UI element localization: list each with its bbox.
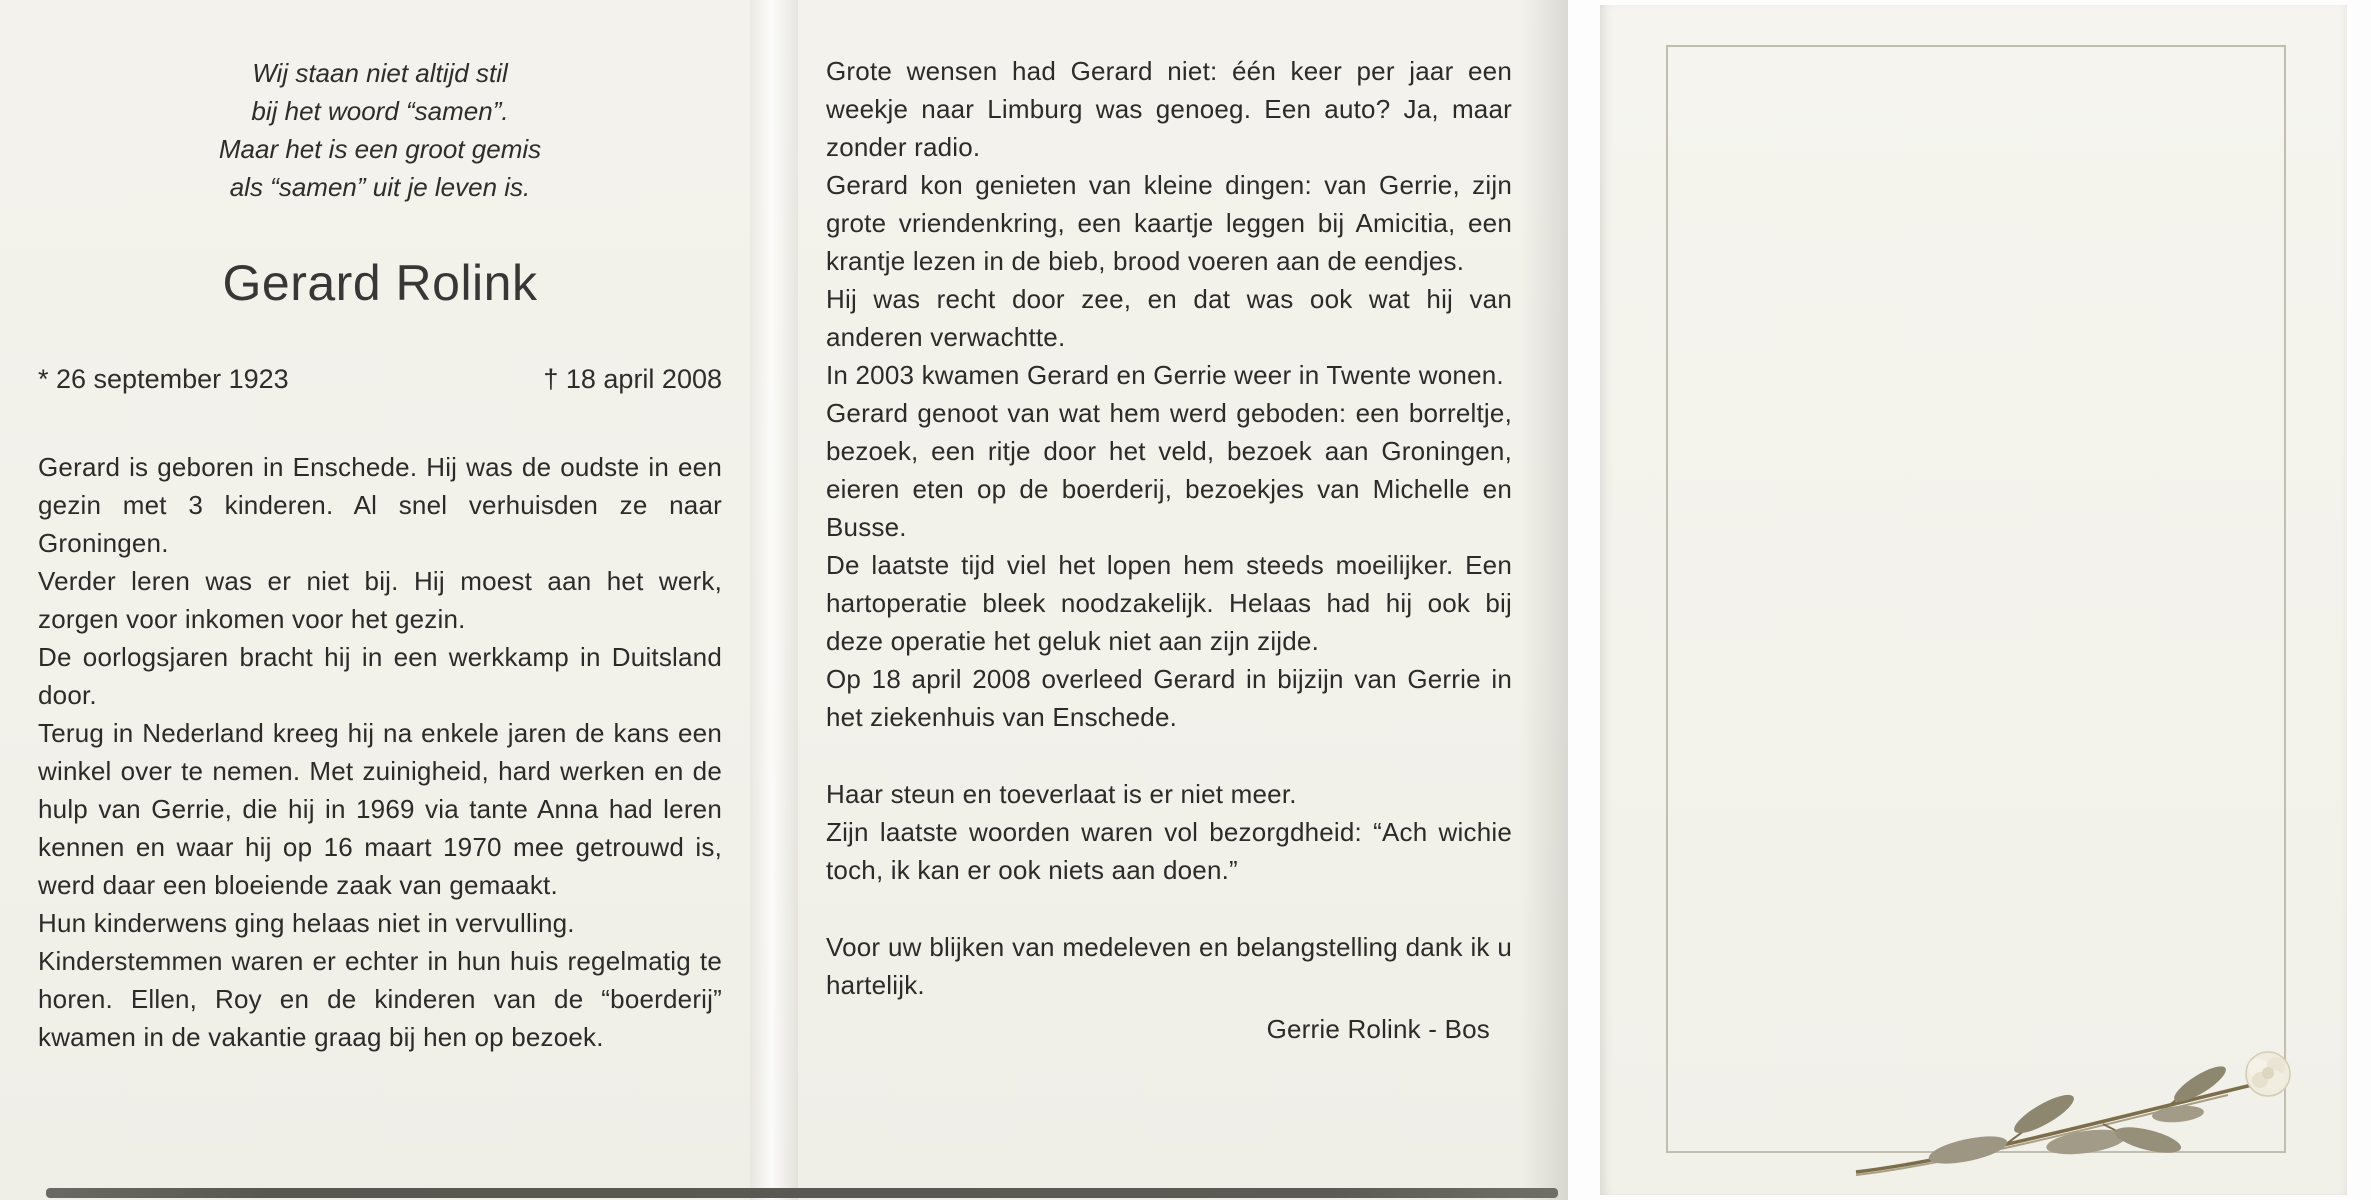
biography-left-column <box>38 448 722 1056</box>
poem-line: bij het woord “samen”. <box>251 96 509 126</box>
dried-rose-flower-icon <box>1848 1022 2318 1187</box>
paragraph: Grote wensen had Gerard niet: één keer per jaar een weekje naar Limburg was genoeg. Een auto? Ja, maar zonder radio. <box>826 56 1512 162</box>
life-dates <box>38 364 722 395</box>
fold-crease <box>750 0 798 1200</box>
opening-poem <box>38 54 722 206</box>
acknowledgement: Voor uw blijken van medeleven en belangstelling dank ik u hartelijk. <box>826 932 1512 1000</box>
poem-line: Wij staan niet altijd stil <box>252 58 508 88</box>
card-back-page <box>1600 5 2347 1195</box>
farewell-line: Haar steun en toeverlaat is er niet meer. <box>826 779 1297 809</box>
paragraph: Terug in Nederland kreeg hij na enkele jaren de kans een winkel over te nemen. Met zuinigheid, hard werken en de hulp van Gerrie, die hij in 1969 via tante Anna had leren kennen en waar hij op 16 maart 1970 mee getrouwd is, werd daar een bloeiende zaak van gemaakt. <box>38 718 722 900</box>
paragraph: In 2003 kwamen Gerard en Gerrie weer in Twente wonen. <box>826 360 1504 390</box>
paragraph: Verder leren was er niet bij. Hij moest aan het werk, zorgen voor inkomen voor het gezin. <box>38 566 722 634</box>
biography-right-column <box>826 52 1512 1048</box>
paragraph: Gerard is geboren in Enschede. Hij was de oudste in een gezin met 3 kinderen. Al snel verhuisden ze naar Groningen. <box>38 452 722 558</box>
deceased-name: Gerard Rolink <box>222 255 538 311</box>
farewell-line: Zijn laatste woorden waren vol bezorgdheid: “Ach wichie toch, ik kan er ook niets aan doen.” <box>826 817 1512 885</box>
paragraph: Gerard genoot van wat hem werd geboden: een borreltje, bezoek, een ritje door het veld, bezoek aan Groningen, eieren eten op de boerderij, bezoekjes van Michelle en Busse. <box>826 398 1512 542</box>
paragraph: Gerard kon genieten van kleine dingen: van Gerrie, zijn grote vriendenkring, een kaartje leggen bij Amicitia, een krantje lezen in de bieb, brood voeren aan de eendjes. <box>826 170 1512 276</box>
signature: Gerrie Rolink - Bos <box>1266 1014 1490 1044</box>
paragraph: Op 18 april 2008 overleed Gerard in bijzijn van Gerrie in het ziekenhuis van Enschede. <box>826 664 1512 732</box>
paragraph: De oorlogsjaren bracht hij in een werkkamp in Duitsland door. <box>38 642 722 710</box>
death-date: † 18 april 2008 <box>543 364 722 394</box>
fold-edge-shadow <box>1520 0 1568 1200</box>
decorative-border-frame <box>1666 45 2286 1153</box>
paragraph: De laatste tijd viel het lopen hem steeds moeilijker. Een hartoperatie bleek noodzakelijk. Helaas had hij ook bij deze operatie het geluk niet aan zijn zijde. <box>826 550 1512 656</box>
poem-line: Maar het is een groot gemis <box>218 134 542 164</box>
paragraph: Hij was recht door zee, en dat was ook wat hij van anderen verwachtte. <box>826 284 1512 352</box>
scan-edge-artifact <box>46 1188 1558 1198</box>
paragraph: Kinderstemmen waren er echter in hun huis regelmatig te horen. Ellen, Roy en de kinderen van de “boerderij” kwamen in de vakantie graag bij hen op bezoek. <box>38 946 722 1052</box>
birth-date: * 26 september 1923 <box>38 364 289 394</box>
paragraph: Hun kinderwens ging helaas niet in vervulling. <box>38 908 575 938</box>
poem-line: als “samen” uit je leven is. <box>229 172 531 202</box>
